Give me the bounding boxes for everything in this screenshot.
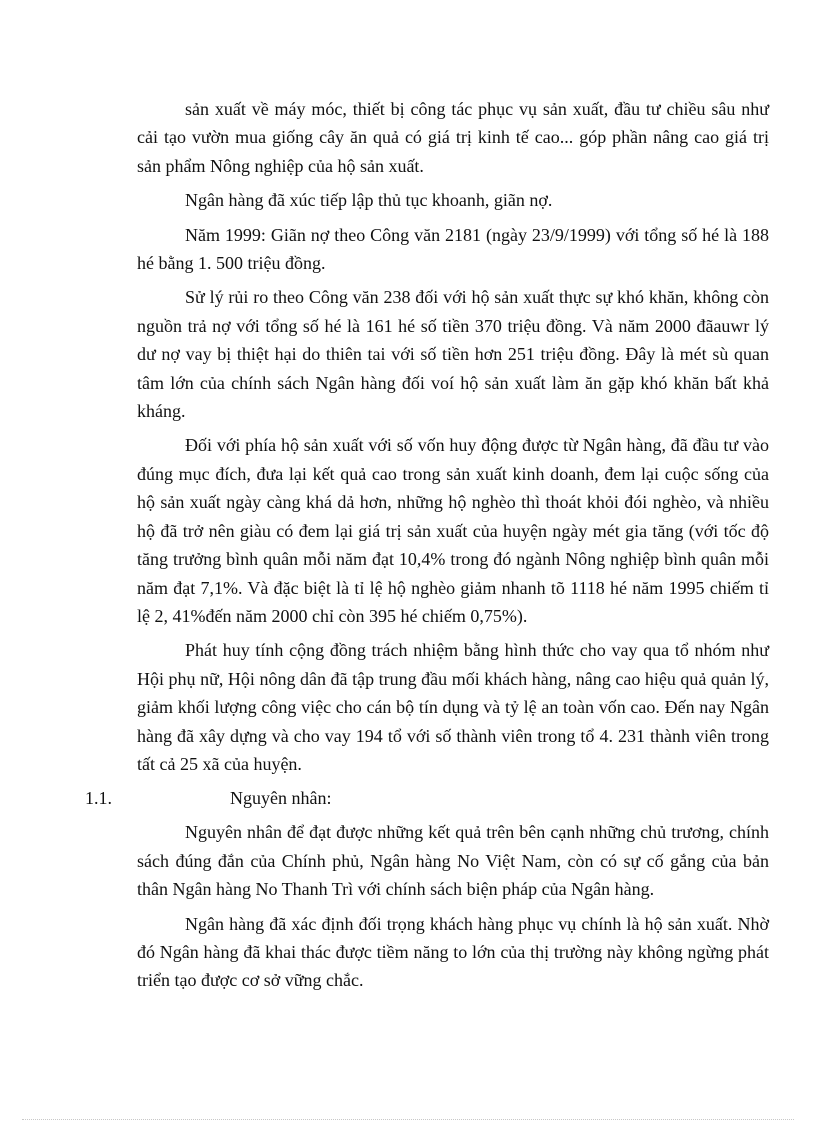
section-heading	[85, 784, 769, 814]
page-bottom-divider	[22, 1119, 794, 1120]
paragraph-household-results: Đối với phía hộ sản xuất với số vốn huy động được từ Ngân hàng, đã đầu tư vào đúng mục đích, đưa lại kết quả cao trong sản xuất kinh doanh, đem lại cuộc sống của hộ sản xuất ngày càng khá dả hơn, những hộ nghèo thì thoát khỏi đói nghèo, và nhiều hộ đã trở nên giàu có đem lại giá trị sản xuất của huyện ngày mét gia tăng (với tốc độ tăng trưởng bình quân mỗi năm đạt 10,4% trong đó ngành Nông nghiệp bình quân mỗi năm đạt 7,1%. Và đặc biệt là tỉ lệ hộ nghèo giảm nhanh tõ 1118 hé năm 1995 chiếm tỉ lệ 2, 41%đến năm 2000 chỉ còn 395 hé chiếm 0,75%).	[137, 435, 769, 626]
document-body	[85, 95, 769, 1001]
paragraph-causes: Nguyên nhân để đạt được những kết quả trên bên cạnh những chủ trương, chính sách đúng đắn của Chính phủ, Ngân hàng No Việt Nam, còn có sự cố gắng của bản thân Ngân hàng No Thanh Trì với chính sách biện pháp của Ngân hàng.	[137, 822, 769, 900]
section-number: 1.1.	[85, 788, 112, 809]
section-title: Nguyên nhân:	[230, 788, 332, 809]
paragraph-loan-restructuring: Ngân hàng đã xúc tiếp lập thủ tục khoanh, giãn nợ.	[185, 190, 553, 211]
paragraph-continuation: sản xuất về máy móc, thiết bị công tác phục vụ sản xuất, đầu tư chiều sâu như cải tạo vườn mua giống cây ăn quả có giá trị kinh tế cao... góp phần nâng cao giá trị sản phẩm Nông nghiệp của hộ sản xuất.	[137, 99, 769, 176]
paragraph-target-customers: Ngân hàng đã xác định đối trọng khách hàng phục vụ chính là hộ sản xuất. Nhờ đó Ngân hàng đã khai thác được tiềm năng to lớn của thị trường này không ngừng phát triển tạo được cơ sở vững chắc.	[137, 913, 769, 991]
paragraph-1999-extension: Năm 1999: Giãn nợ theo Công văn 2181 (ngày 23/9/1999) với tổng số hé là 188 hé bằng 1. 500 triệu đồng.	[137, 224, 769, 274]
paragraph-risk-handling: Sử lý rủi ro theo Công văn 238 đối với hộ sản xuất thực sự khó khăn, không còn nguồn trả nợ với tổng số hé là 161 hé số tiền 370 triệu đồng. Và năm 2000 đãauwr lý dư nợ vay bị thiệt hại do thiên tai với số tiền hơn 251 triệu đồng. Đây là mét sù quan tâm lớn của chính sách Ngân hàng đối voí hộ sản xuất làm ăn gặp khó khăn bất khả kháng.	[137, 287, 769, 422]
paragraph-group-lending: Phát huy tính cộng đồng trách nhiệm bằng hình thức cho vay qua tổ nhóm như Hội phụ nữ, Hội nông dân đã tập trung đầu mối khách hàng, nâng cao hiệu quả quản lý, giảm khối lượng công việc cho cán bộ tín dụng và tỷ lệ an toàn vốn cao. Đến nay Ngân hàng đã xây dựng và cho vay 194 tổ với số thành viên trong tổ 4. 231 thành viên trong tất cả 25 xã của huyện.	[137, 640, 769, 774]
